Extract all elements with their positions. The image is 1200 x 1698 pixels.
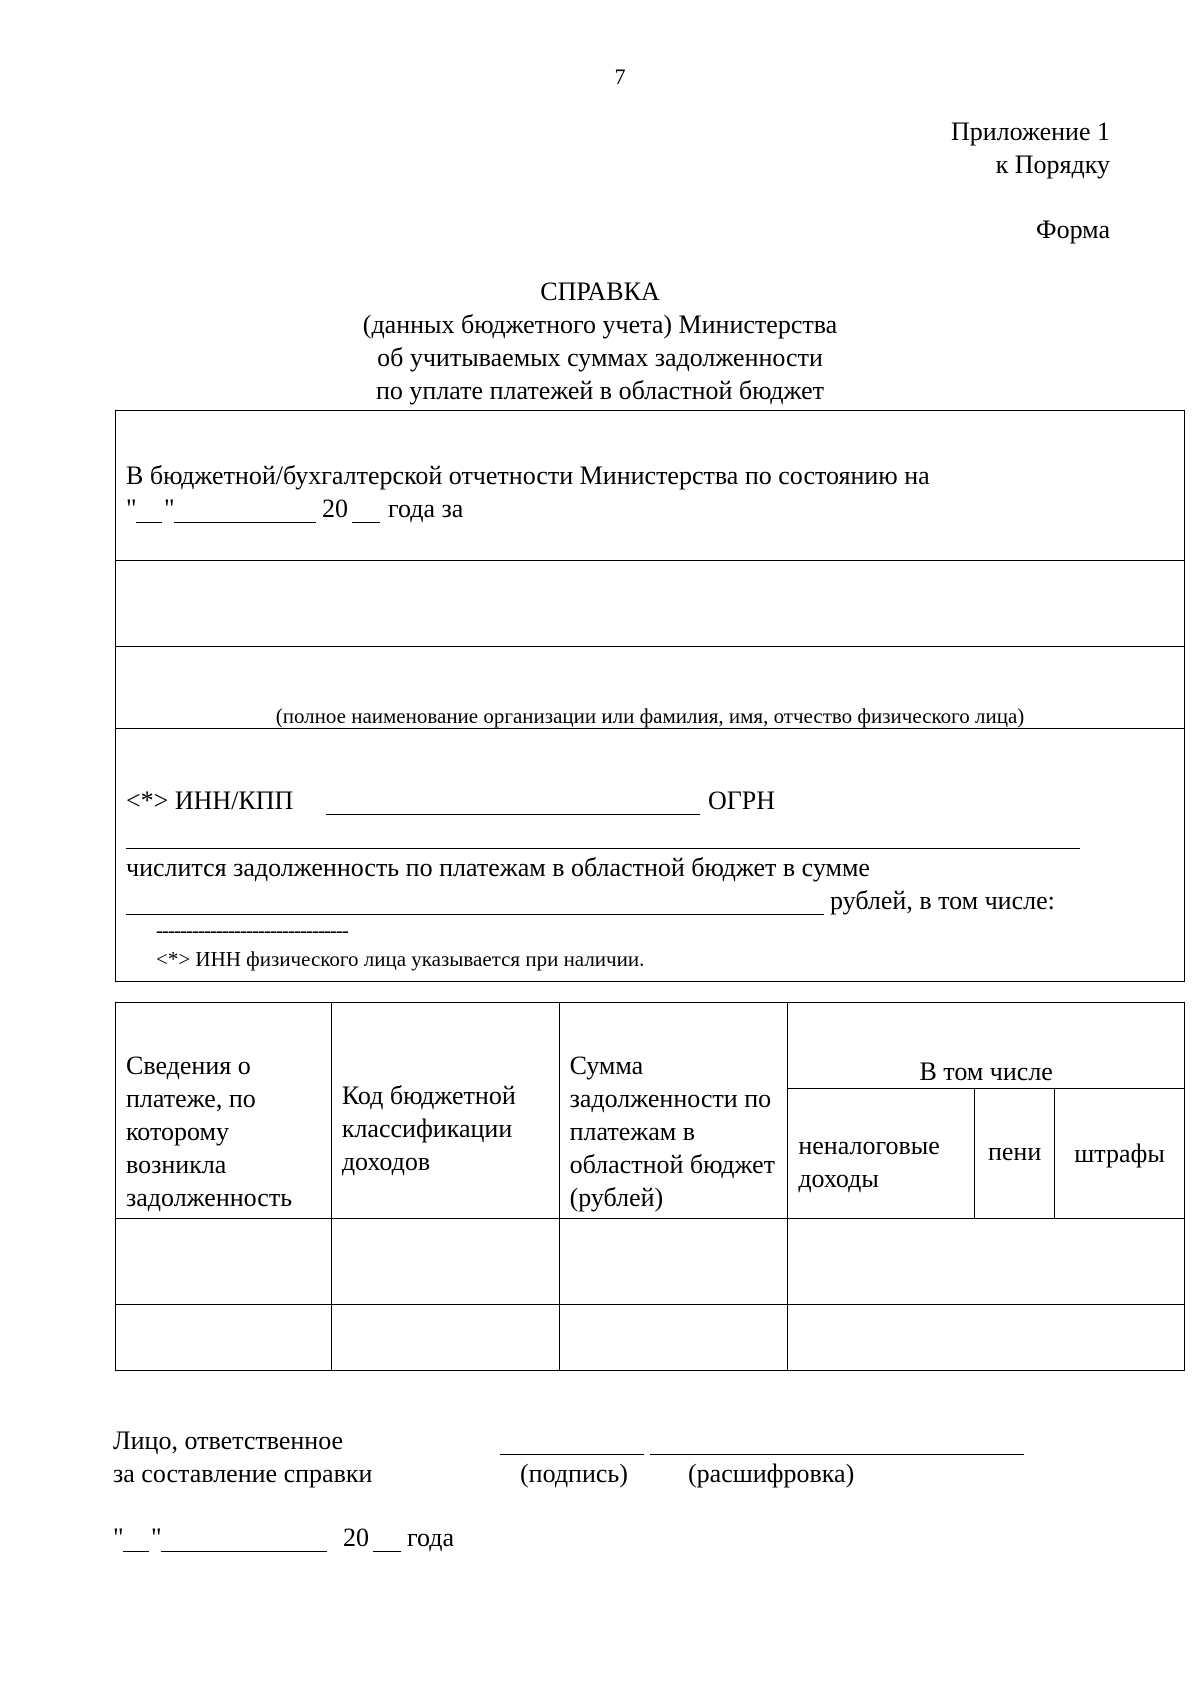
appendix-line1: Приложение 1: [950, 117, 1110, 146]
col-header-nontax-income: неналоговые доходы: [788, 1089, 975, 1219]
page-number: 7: [614, 64, 626, 89]
table-cell[interactable]: [788, 1305, 1185, 1371]
period-suffix: года за: [388, 494, 464, 523]
quote-close: ": [151, 1523, 162, 1552]
inn-label: <*> ИНН/КПП: [126, 786, 294, 815]
table-cell[interactable]: [559, 1219, 788, 1305]
appendix-line2: к Порядку: [995, 150, 1110, 179]
table-cell[interactable]: [116, 1305, 332, 1371]
responsible-person-line2: за составление справки: [113, 1459, 373, 1488]
day-blank[interactable]: [123, 1551, 149, 1552]
year-prefix: 20: [343, 1523, 369, 1552]
title-line3: об учитываемых суммах задолженности: [377, 343, 823, 372]
col-header-fines: штрафы: [1055, 1089, 1185, 1219]
decode-caption: (расшифровка): [688, 1459, 855, 1488]
table-cell[interactable]: [331, 1305, 559, 1371]
col-header-debt-amount: Сумма задолженности по платежам в областной бюджет (рублей): [559, 1003, 788, 1219]
footnote: <*> ИНН физического лица указывается при наличии.: [156, 947, 645, 971]
table-cell[interactable]: [116, 1219, 332, 1305]
divider: [115, 560, 1185, 561]
day-blank[interactable]: [136, 522, 162, 523]
rubles-label: рублей, в том числе:: [830, 886, 1055, 915]
year-blank[interactable]: [373, 1551, 401, 1552]
month-blank[interactable]: [174, 522, 316, 523]
title-line4: по уплате платежей в областной бюджет: [376, 376, 824, 405]
quote-close: ": [164, 494, 175, 523]
ogrn-label: ОГРН: [708, 786, 776, 815]
signature-field[interactable]: [500, 1454, 644, 1455]
year-suffix: года: [407, 1523, 455, 1552]
signing-date-line: [113, 1523, 553, 1555]
table-cell[interactable]: [331, 1219, 559, 1305]
org-caption: (полное наименование организации или фамилия, имя, отчество физического лица): [275, 704, 1025, 728]
table-cell[interactable]: [559, 1305, 788, 1371]
report-date-line: [126, 494, 626, 526]
debt-line: числится задолженность по платежам в областной бюджет в сумме: [126, 853, 870, 882]
org-name-blank[interactable]: [115, 646, 1185, 647]
table-cell[interactable]: [788, 1219, 1185, 1305]
document-title: СПРАВКА: [540, 277, 660, 306]
title-line2: (данных бюджетного учета) Министерства: [362, 310, 838, 339]
signature-caption: (подпись): [520, 1459, 628, 1488]
year-prefix: 20: [322, 494, 348, 523]
ogrn-field[interactable]: [126, 848, 1080, 849]
col-header-payment-info: Сведения о платеже, по которому возникла задолженность: [116, 1003, 332, 1219]
col-header-penalties: пени: [975, 1089, 1055, 1219]
col-header-including: В том числе: [788, 1003, 1185, 1089]
footnote-separator: --------------------------------: [156, 918, 348, 942]
table-row: [116, 1219, 1185, 1305]
month-blank[interactable]: [161, 1551, 327, 1552]
debt-table: [115, 1002, 1185, 1371]
inn-field[interactable]: [326, 814, 700, 815]
col-header-budget-code: Код бюджетной классификации доходов: [331, 1003, 559, 1219]
responsible-person-line1: Лицо, ответственное: [113, 1426, 344, 1455]
quote-open: ": [113, 1523, 124, 1552]
debt-amount-field[interactable]: [126, 914, 824, 915]
name-decode-field[interactable]: [650, 1454, 1024, 1455]
quote-open: ": [126, 494, 137, 523]
statement-line1: В бюджетной/бухгалтерской отчетности Министерства по состоянию на: [126, 461, 930, 490]
form-label: Форма: [1036, 215, 1110, 244]
divider: [115, 728, 1185, 729]
year-blank[interactable]: [352, 522, 380, 523]
table-row: [116, 1305, 1185, 1371]
